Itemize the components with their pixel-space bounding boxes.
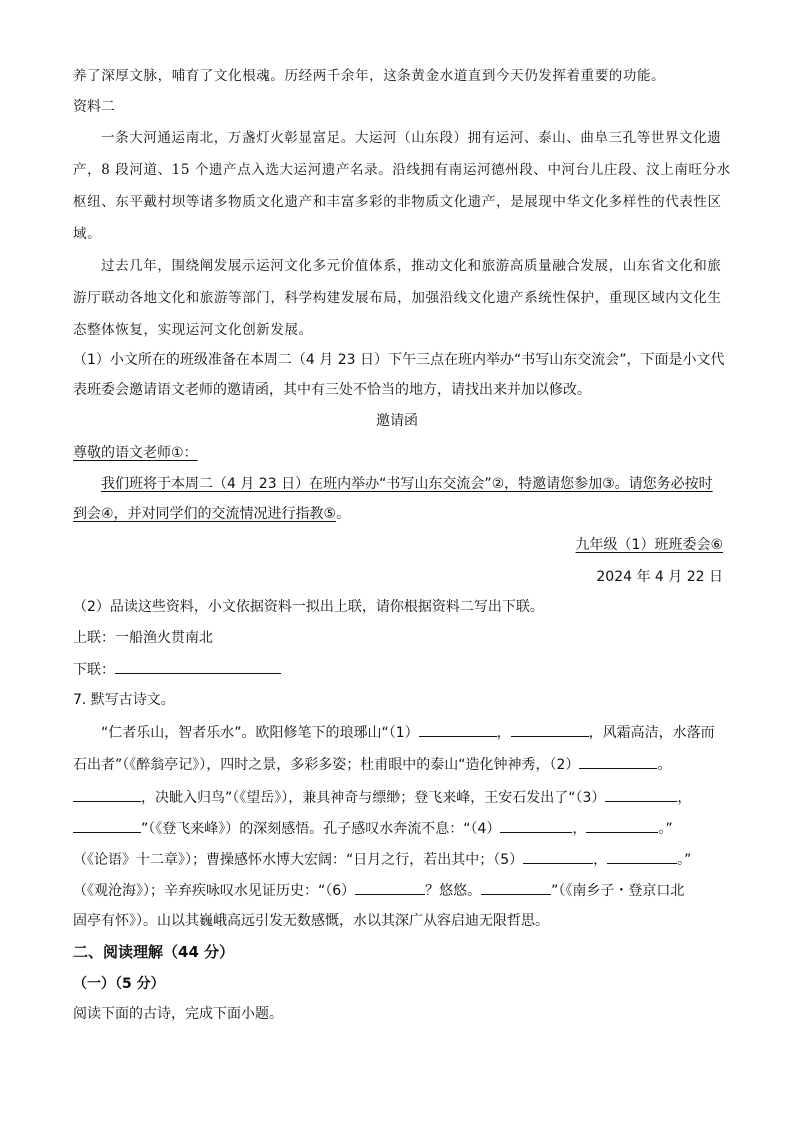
blank-6a[interactable] — [355, 880, 425, 895]
blank-4b[interactable] — [586, 818, 658, 833]
blank-5a[interactable] — [523, 849, 593, 864]
material-two-p1-line3: 枢纽、东平戴村坝等诸多物质文化遗产和丰富多彩的非物质文化遗产，是展现中华文化多样性的代表性区 — [73, 194, 722, 210]
question-1-line1: （1）小文所在的班级准备在本周二（4 月 23 日）下午三点在班内举办“书写山东交流会”，下面是小文代 — [73, 352, 725, 368]
letter-body-line1: 我们班将于本周二（4 月 23 日）在班内举办“书写山东交流会”②，特邀请您参加③。请您务必按时 — [101, 476, 713, 492]
letter-date: 2024 年 4 月 22 日 — [596, 569, 723, 585]
blank-1b[interactable] — [511, 722, 589, 737]
q7-text-12: ， — [593, 852, 608, 868]
q7-text-16: ”（《南乡子・登京口北 — [551, 883, 685, 899]
q7-text-15: ？悠悠。 — [425, 883, 482, 899]
q7-text-11: （《论语》十二章》）；曹操感怀水博大宏阔：“日月之行，若出其中；（5） — [73, 852, 524, 868]
q7-text-4: 石出者”（《醉翁亭记》），四时之景，多彩多姿；杜甫眼中的泰山“造化钟神秀，（2） — [73, 757, 580, 773]
q7-text-10: 。” — [658, 821, 673, 837]
q7-text-8: ”（《登飞来峰》）的深刻感悟。孔子感叹水奔流不息：“（4） — [141, 821, 501, 837]
q7-text-3: ，风霜高洁，水落而 — [588, 725, 715, 741]
q7-text-2: ， — [496, 725, 511, 741]
letter-signature: 九年级（1）班班委会⑥ — [575, 537, 723, 553]
letter-body-line2-a: 到会④， — [73, 506, 128, 522]
blank-3a[interactable] — [605, 787, 677, 802]
blank-2b[interactable] — [73, 787, 141, 802]
material-two-p1-line1: 一条大河通运南北，万盏灯火彰显富足。大运河（山东段）拥有运河、泰山、曲阜三孔等世界文化遗 — [101, 130, 722, 146]
question-2-prompt: （2）品读这些资料，小文依据资料一拟出上联，请你根据资料二写出下联。 — [73, 599, 544, 615]
q7-text-17: 固亭有怀》）。山以其巍峨高远引发无数感慨，水以其深广从容启迪无限哲思。 — [73, 913, 549, 929]
section-two-heading: 二、阅读理解（44 分） — [73, 943, 235, 961]
letter-body-line2-b: 并对同学们的交流情况进行指教⑤ — [127, 506, 337, 522]
couplet-lower-blank[interactable] — [115, 659, 281, 674]
couplet-lower-label: 下联： — [73, 662, 115, 678]
q7-text-14: （《观沧海》）；辛弃疾咏叹水见证历史：“（6） — [73, 883, 356, 899]
blank-2a[interactable] — [579, 754, 657, 769]
blank-6b[interactable] — [481, 880, 551, 895]
q7-text-9: ， — [572, 821, 587, 837]
letter-salutation: 尊敬的语文老师①： — [73, 445, 198, 461]
material-two-p1-line2: 产，8 段河道、15 个遗产点入选大运河遗产名录。沿线拥有南运河德州段、中河台儿庄段、汶上南旺分水 — [73, 162, 731, 178]
material-two-heading: 资料二 — [73, 99, 115, 115]
q7-text-13: 。” — [677, 852, 692, 868]
blank-4a[interactable] — [500, 818, 572, 833]
material-two-p2-line2: 游厅联动各地文化和旅游等部门，科学构建发展布局，加强沿线文化遗产系统性保护，重现区域内文化生 — [73, 290, 722, 306]
blank-5b[interactable] — [607, 849, 677, 864]
letter-body-line2-c: 。 — [336, 506, 351, 522]
question-1-line2: 表班委会邀请语文老师的邀请函，其中有三处不恰当的地方，请找出来并加以修改。 — [73, 382, 591, 398]
material-two-p1-line4: 域。 — [73, 226, 102, 242]
part-one-instruction: 阅读下面的古诗，完成下面小题。 — [73, 1006, 283, 1022]
material-two-p2-line3: 态整体恢复，实现运河文化创新发展。 — [73, 322, 313, 338]
q7-text-1: “仁者乐山，智者乐水”。欧阳修笔下的琅琊山“（1） — [101, 725, 419, 741]
question-7-heading: 7. 默写古诗文。 — [73, 692, 175, 708]
material-two-p2-line1: 过去几年，围绕阐发展示运河文化多元价值体系，推动文化和旅游高质量融合发展，山东省文化和旅 — [101, 258, 722, 274]
q7-text-5: 。 — [657, 757, 672, 773]
blank-3b[interactable] — [73, 818, 141, 833]
couplet-upper: 上联：一船渔火贯南北 — [73, 630, 213, 646]
letter-title: 邀请函 — [376, 413, 418, 429]
material-one-tail: 养了深厚文脉，哺育了文化根魂。历经两千余年，这条黄金水道直到今天仍发挥着重要的功能。 — [73, 68, 666, 84]
part-one-heading: （一）（5 分） — [73, 976, 165, 992]
blank-1a[interactable] — [419, 722, 497, 737]
q7-text-7: ， — [677, 790, 692, 806]
q7-text-6: ，决眦入归鸟”（《望岳》），兼具神奇与缥缈；登飞来峰，王安石发出了“（3） — [141, 790, 606, 806]
